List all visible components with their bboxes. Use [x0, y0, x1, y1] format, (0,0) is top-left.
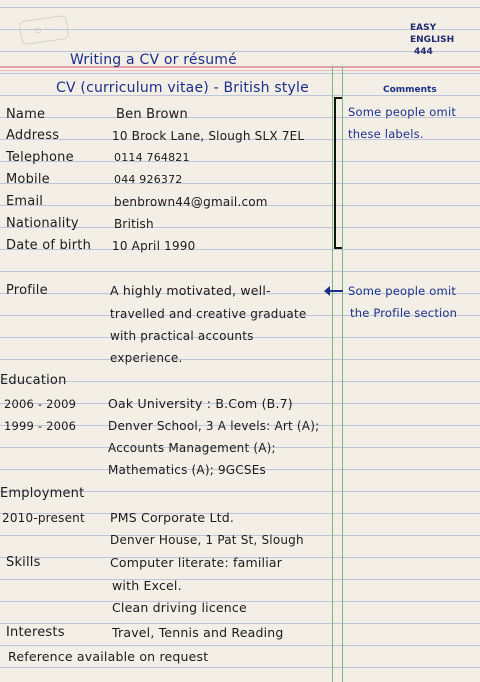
label-nationality: Nationality: [6, 216, 79, 231]
comments-heading: Comments: [383, 85, 437, 95]
employment-line-2: Denver House, 1 Pat St, Slough: [110, 533, 304, 547]
top-margin-line-2: [0, 70, 480, 71]
brand-line-3: 444: [414, 47, 433, 57]
labels-bracket: [334, 97, 342, 249]
value-name: Ben Brown: [116, 107, 188, 122]
profile-line-1: A highly motivated, well-: [110, 283, 271, 298]
brand-line-2: ENGLISH: [410, 35, 455, 45]
margin-line-left: [332, 66, 333, 682]
profile-line-3: with practical accounts: [110, 329, 254, 343]
value-telephone: 0114 764821: [114, 151, 190, 164]
label-name: Name: [6, 107, 46, 122]
education-2-dates: 1999 - 2006: [4, 419, 77, 433]
label-telephone: Telephone: [6, 150, 74, 165]
education-2-line-2: Accounts Management (A);: [108, 441, 276, 455]
education-2-line-3: Mathematics (A); 9GCSEs: [108, 463, 266, 477]
margin-line-right: [342, 66, 343, 682]
education-heading: Education: [0, 373, 67, 388]
label-interests: Interests: [6, 625, 65, 640]
profile-line-2: travelled and creative graduate: [110, 307, 307, 321]
value-email: benbrown44@gmail.com: [114, 195, 268, 209]
page-title: Writing a CV or résumé: [70, 52, 237, 68]
skills-line-1: Computer literate: familiar: [110, 555, 283, 570]
education-2-line-1: Denver School, 3 A levels: Art (A);: [108, 419, 320, 433]
label-date-of-birth: Date of birth: [6, 238, 92, 253]
employment-heading: Employment: [0, 486, 85, 501]
brand-logo: [410, 22, 454, 58]
reference-line: Reference available on request: [8, 649, 209, 664]
skills-line-3: Clean driving licence: [112, 600, 247, 615]
label-profile: Profile: [6, 283, 48, 298]
comment-2-line-2: the Profile section: [350, 306, 458, 320]
label-skills: Skills: [6, 555, 41, 570]
value-interests: Travel, Tennis and Reading: [112, 625, 284, 640]
comment-1-line-1: Some people omit: [348, 105, 457, 119]
employment-dates: 2010-present: [2, 511, 85, 525]
comment-1-line-2: these labels.: [348, 127, 424, 141]
skills-line-2: with Excel.: [112, 578, 182, 593]
comment-2-line-1: Some people omit: [348, 284, 457, 298]
education-1-line-1: Oak University : B.Com (B.7): [108, 396, 293, 411]
label-mobile: Mobile: [6, 172, 50, 187]
value-address: 10 Brock Lane, Slough SLX 7EL: [112, 129, 305, 143]
education-1-dates: 2006 - 2009: [4, 397, 77, 411]
employment-line-1: PMS Corporate Ltd.: [110, 510, 235, 525]
label-email: Email: [6, 194, 44, 209]
value-mobile: 044 926372: [114, 173, 183, 186]
arrow-icon: [329, 290, 343, 292]
value-nationality: British: [114, 217, 154, 231]
value-date-of-birth: 10 April 1990: [112, 239, 196, 253]
profile-line-4: experience.: [110, 351, 183, 365]
faded-stamp: ⊡ ◦◦: [19, 15, 70, 45]
page-subtitle: CV (curriculum vitae) - British style: [56, 80, 309, 96]
label-address: Address: [6, 128, 60, 143]
brand-line-1: EASY: [410, 23, 437, 33]
